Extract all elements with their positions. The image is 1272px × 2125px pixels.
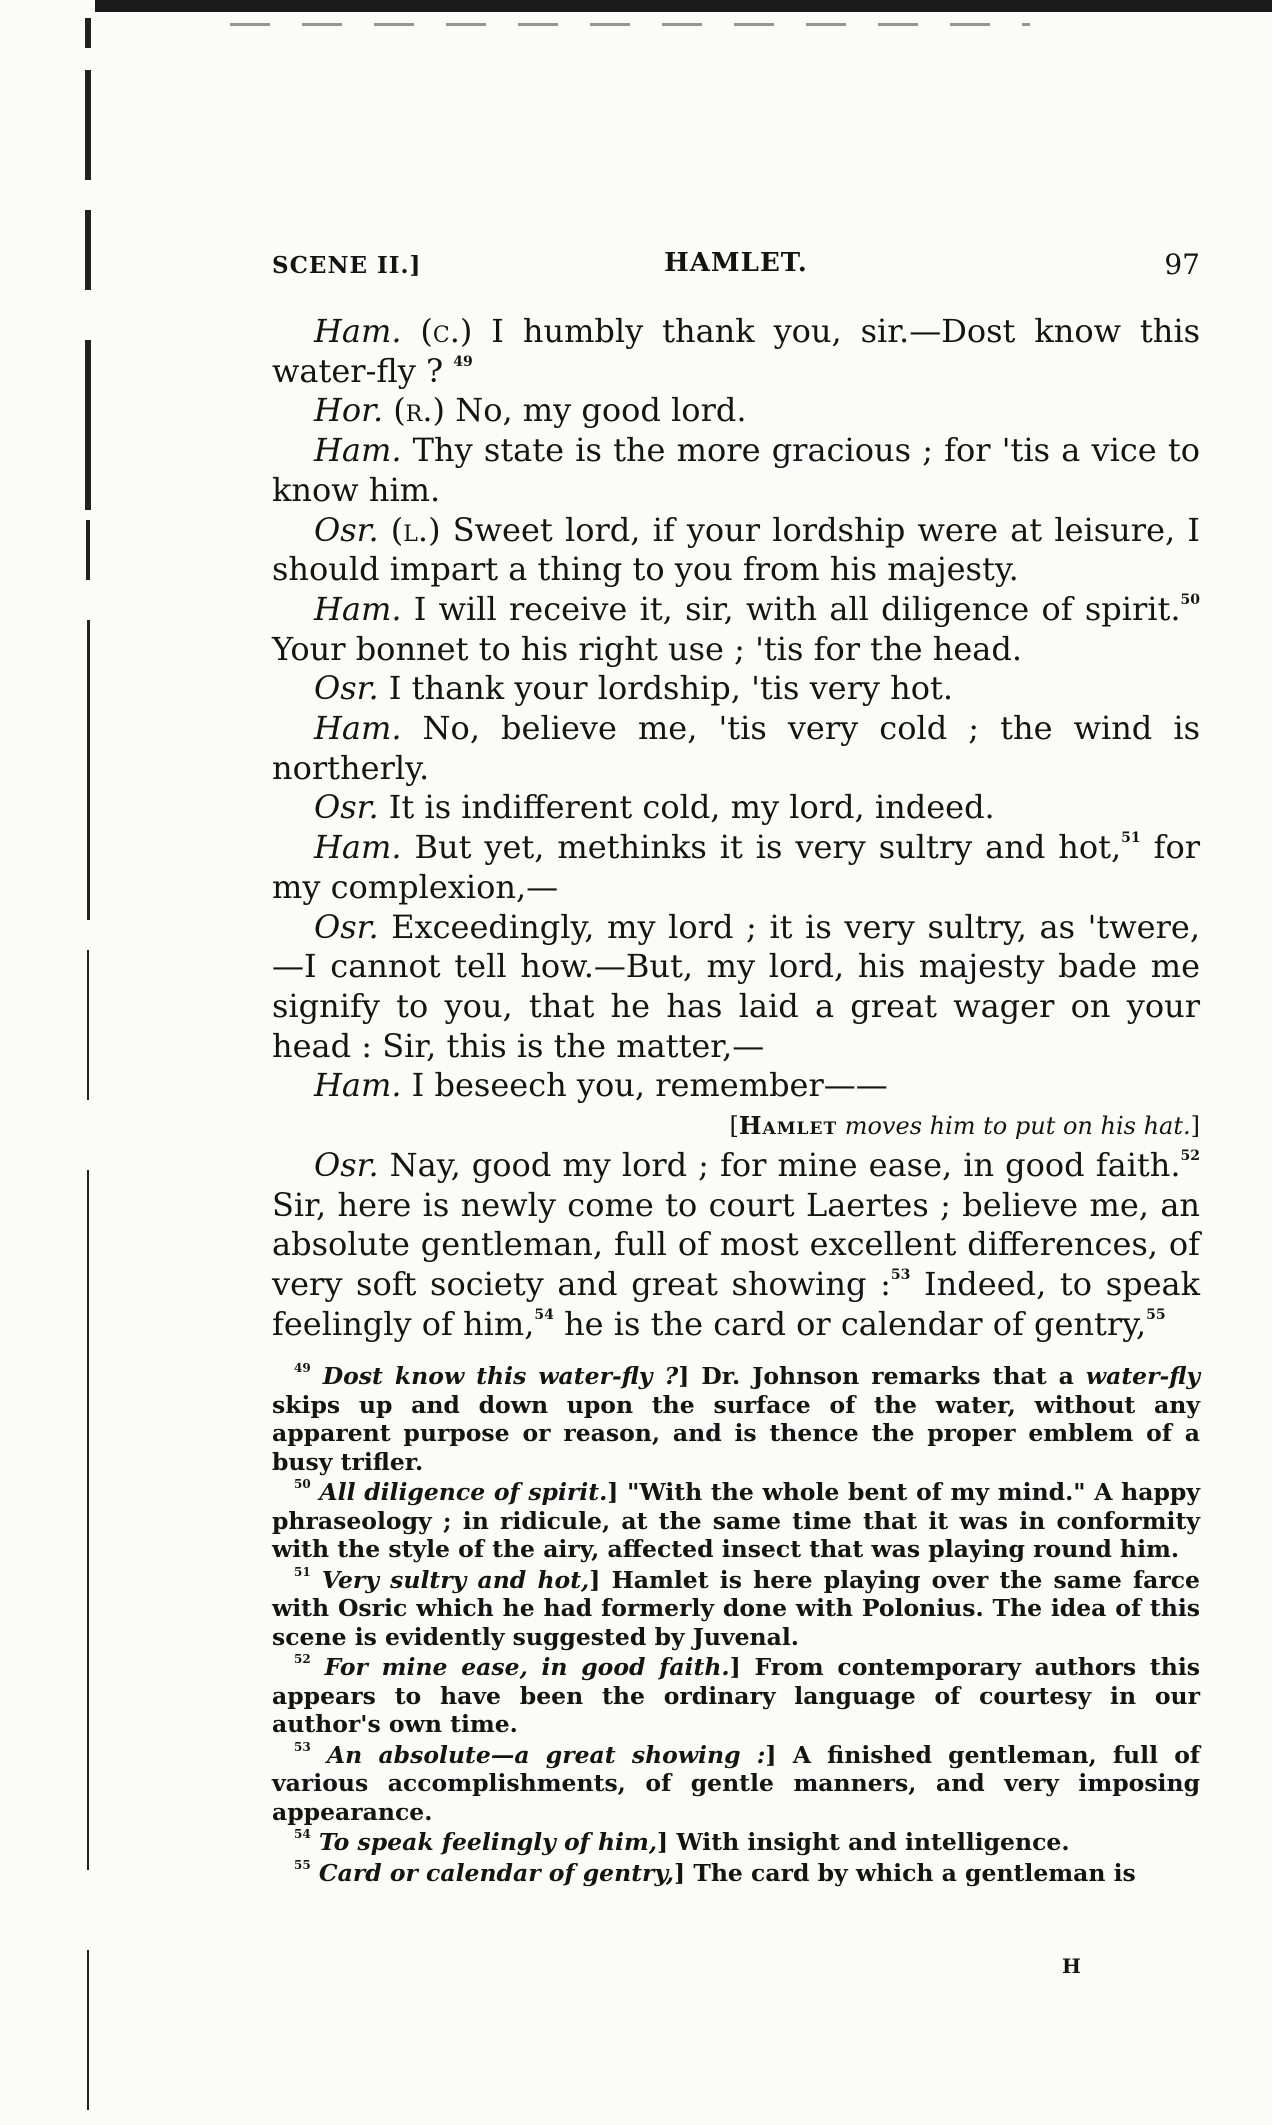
footnote: $^{53}$ An absolute—a great showing :] A finished gentleman, full of various accomplishments, of gentle manners, and very imposing appearance. [272,1739,1200,1826]
footnote: $^{50}$ All diligence of spirit.] "With the whole bent of my mind." A happy phraseology ; in ridicule, at the same time that it was in conformity with the style of the airy, affected insect that was playing round him. [272,1477,1200,1563]
signature-mark: H [1062,1954,1081,1978]
footnote: $^{54}$ To speak feelingly of him,] With insight and intelligence. [294,1827,1070,1856]
binding-edge [78,10,98,2125]
speech-line: Ham. I will receive it, sir, with all diligence of spirit.$^{50}$ Your bonnet to his right use ; 'tis for the head. [272,589,1200,668]
footnote: $^{52}$ For mine ease, in good faith.] From contemporary authors this appears to have been the ordinary language of courtesy in our author's own time. [272,1652,1200,1738]
footnote: $^{55}$ Card or calendar of gentry,] The card by which a gentleman is [294,1857,1136,1887]
speech-line: Osr. Exceedingly, my lord ; it is very sultry, as 'twere,—I cannot tell how.—But, my lord, his majesty bade me signify to you, that he has laid a great wager on your head : Sir, this is the matter,— [272,907,1200,1065]
running-header [272,248,1200,288]
scene-label: SCENE II.] [272,252,422,279]
speech-line: Ham. Thy state is the more gracious ; for 'tis a vice to know him. [272,431,1200,509]
speech-line: Osr. It is indifferent cold, my lord, indeed. [314,788,995,827]
speech-line: Ham. No, believe me, 'tis very cold ; the wind is northerly. [272,709,1200,787]
page-number: 97 [1164,248,1200,281]
footnotes [272,1362,1200,1889]
speech-line: Osr. I thank your lordship, 'tis very hot. [314,669,954,708]
page-title: HAMLET. [664,248,808,278]
page-top-edge [95,0,1272,12]
footnote: $^{49}$ Dost know this water-fly ?] Dr. Johnson remarks that a water-fly skips up and down upon the surface of the water, without any apparent purpose or reason, and is thence the proper emblem of a busy trifler. [272,1361,1200,1476]
speech-line: Osr. (l.) Sweet lord, if your lordship were at leisure, I should impart a thing to you from his majesty. [272,510,1201,589]
speech-line: Ham. I beseech you, remember—— [314,1066,888,1105]
dialogue-text [272,312,1200,1345]
footnote: $^{51}$ Very sultry and hot,] Hamlet is here playing over the same farce with Osric which he had formerly done with Polonius. The idea of this scene is evidently suggested by Juvenal. [272,1564,1200,1651]
scan-artifact-dashes [230,14,1030,36]
speech-line: Osr. Nay, good my lord ; for mine ease, in good faith.$^{52}$ Sir, here is newly come to court Laertes ; believe me, an absolute gentleman, full of most excellent differences, of very soft society and great showing :$^{53}$ Indeed, to speak feelingly of him,$^{54}$ he is the card or calendar of gentry,$^{55}$ [272,1146,1201,1343]
speech-line: Hor. (r.) No, my good lord. [314,391,747,430]
speech-line: Ham. But yet, methinks it is very sultry and hot,$^{51}$ for my complexion,— [272,828,1201,906]
stage-direction: [Hamlet moves him to put on his hat.] [729,1111,1200,1141]
speech-line: Ham. (c.) I humbly thank you, sir.—Dost know this water-fly ? $^{49}$ [272,312,1200,390]
